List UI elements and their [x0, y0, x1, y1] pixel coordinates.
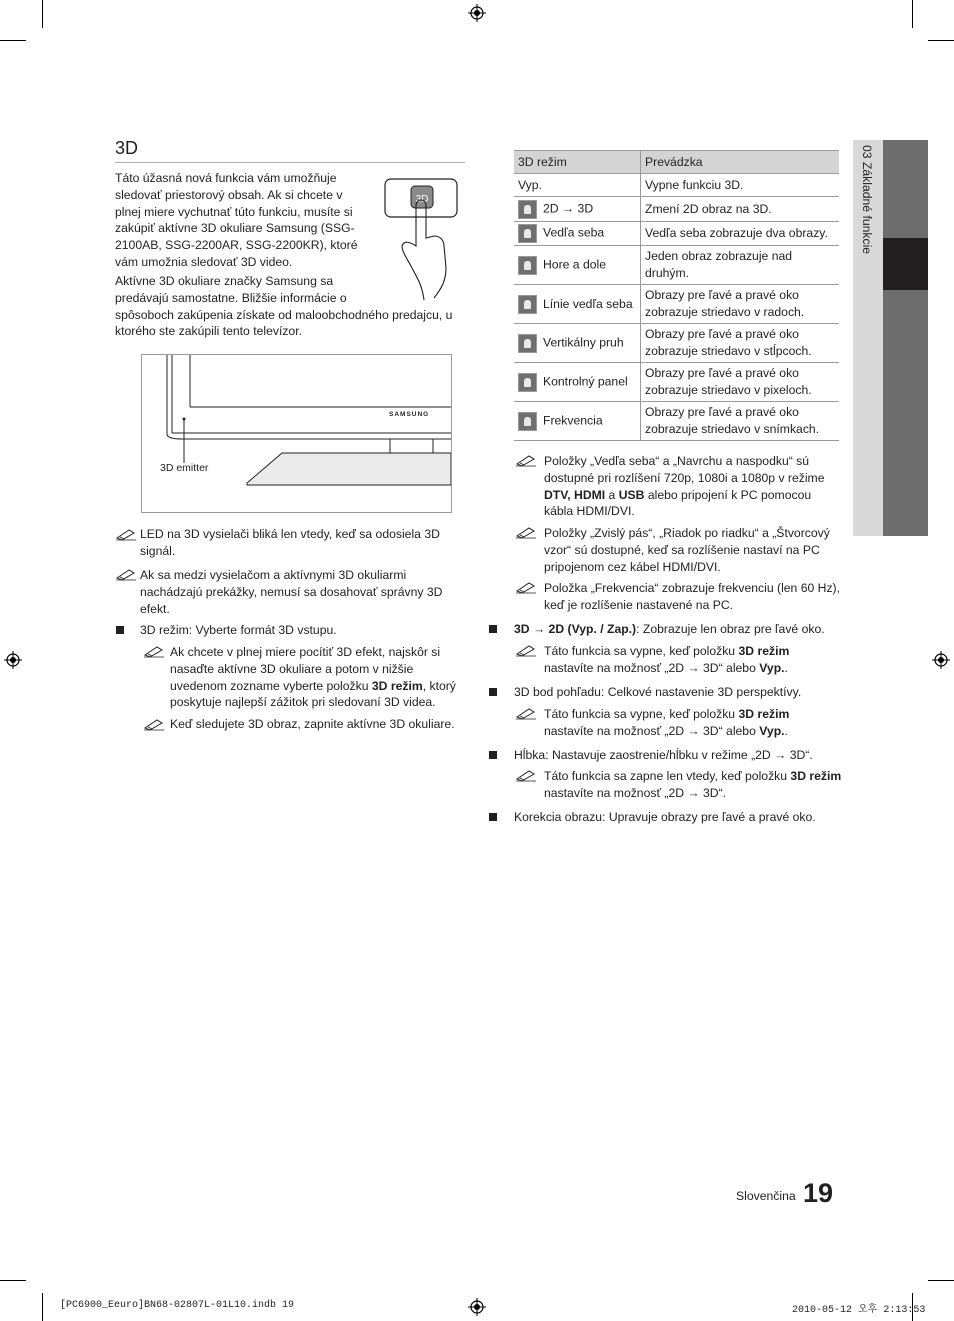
item-label: 3D bod pohľadu: [514, 685, 601, 699]
note-text-part: .: [784, 660, 788, 675]
line-by-line-icon: [518, 295, 537, 314]
table-cell-desc: Vypne funkciu 3D.: [641, 174, 840, 197]
table-cell-desc: Zmení 2D obraz na 3D.: [641, 197, 840, 222]
table-cell-mode: Vedľa seba: [543, 225, 605, 240]
note-icon: [515, 768, 537, 782]
tv-figure: [141, 354, 452, 513]
tv-brand-logo: SAMSUNG: [389, 411, 430, 418]
note-icon: [143, 644, 165, 658]
checker-board-icon: [518, 373, 537, 392]
bullet-icon: [489, 813, 497, 821]
menu-item-depth: [514, 747, 844, 764]
note-text-part: Ak chcete v plnej miere pocítiť 3D efekt, najskôr si nasaďte aktívne 3D okuliare a potom v nižšie uvedenom zozname vyberte položku: [170, 645, 441, 693]
crop-mark: [928, 40, 954, 41]
table-cell-desc: Vedľa seba zobrazuje dva obrazy.: [641, 222, 840, 246]
note-text-bold: 3D režim: [790, 769, 842, 783]
item-desc: : Vyberte formát 3D vstupu.: [188, 623, 337, 637]
table-cell-mode: Línie vedľa seba: [543, 296, 633, 311]
table-cell-desc: Obrazy pre ľavé a pravé oko zobrazuje striedavo v pixeloch.: [641, 363, 840, 402]
note-text: Položka „Frekvencia“ zobrazuje frekvenciu (len 60 Hz), keď je rozlíšenie nastavené na PC.: [544, 581, 841, 612]
page-number: 19: [803, 1178, 834, 1208]
note-text-part: Táto funkcia sa vypne, keď položku: [544, 707, 739, 721]
remote-3d-button-label: 3D: [415, 194, 429, 205]
table-cell-desc: Obrazy pre ľavé a pravé oko zobrazuje striedavo v radoch.: [641, 285, 840, 324]
section-title: 3D: [115, 138, 139, 158]
table-cell-desc: Obrazy pre ľavé a pravé oko zobrazuje striedavo v stĺpcoch.: [641, 324, 840, 363]
item-label: 3D režim: [140, 623, 189, 637]
table-cell-mode: Kontrolný panel: [543, 374, 628, 389]
table-cell-mode: Frekvencia: [543, 413, 603, 428]
note-text: [544, 706, 842, 740]
registration-mark-icon: [468, 1298, 486, 1316]
table-cell-mode: Vertikálny pruh: [543, 335, 624, 350]
note-text-bold: Vyp.: [759, 723, 785, 738]
note-text: Položky „Zvislý pás“, „Riadok po riadku“ a „Štvorcový vzor“ sú dostupné, keď sa rozlíšenie nastaví na PC pripojenom cez kábel HDMI/DVI.: [544, 526, 830, 574]
3d-mode-table: [514, 150, 839, 441]
print-date-info: 2010-05-12 오후 2:13:53: [792, 1305, 926, 1316]
note-text-part: nastavíte na možnosť „2D → 3D“.: [544, 785, 727, 800]
note-text-bold: 3D režim: [738, 644, 790, 658]
chapter-tab-marker: [883, 238, 928, 290]
note-icon: [115, 567, 137, 581]
table-cell-mode: Hore a dole: [543, 257, 607, 272]
note-text: [544, 768, 842, 802]
menu-item-3d-mode: [140, 622, 460, 639]
table-row: [514, 246, 839, 285]
table-header-cell: 3D režim: [514, 151, 641, 174]
table-row: [514, 402, 839, 441]
item-desc: : Nastavuje zaostrenie/hĺbku v režime „2D → 3D“.: [545, 748, 813, 762]
chapter-tab-edge: [883, 140, 928, 536]
crop-mark: [0, 40, 26, 41]
table-row: [514, 363, 839, 402]
print-file-info: [PC6900_Eeuro]BN68-02807L-01L10.indb 19: [60, 1300, 295, 1311]
item-label: Korekcia obrazu: [514, 810, 603, 824]
bullet-icon: [489, 688, 497, 696]
note-text-part: a: [605, 487, 619, 502]
side-by-side-icon: [518, 224, 537, 243]
registration-mark-icon: [468, 4, 486, 22]
menu-item-3d-to-2d: [514, 621, 844, 638]
table-row: [514, 174, 839, 197]
note-icon: [143, 717, 165, 731]
menu-item-3d-viewpoint: [514, 684, 844, 701]
table-header-cell: Prevádzka: [641, 151, 840, 174]
item-desc: : Celkové nastavenie 3D perspektívy.: [600, 685, 802, 699]
vertical-stripe-icon: [518, 334, 537, 353]
table-row: [514, 285, 839, 324]
intro-paragraph-text: Aktívne 3D okuliare značky Samsung sa predávajú samostatne. Bližšie informácie o spôsoboch zakúpenia získate od maloobchodného predajcu, u ktorého ste zakúpili tento televízor.: [115, 274, 453, 339]
item-label: 3D → 2D (Vyp. / Zap.): [514, 622, 637, 636]
bullet-icon: [116, 626, 124, 634]
registration-mark-icon: [4, 651, 22, 669]
note-text-bold: 3D režim: [738, 707, 790, 721]
crop-mark: [928, 1280, 954, 1281]
bullet-icon: [489, 751, 497, 759]
remote-hand-illustration: [382, 176, 464, 304]
table-row: [514, 324, 839, 363]
note-text: LED na 3D vysielači bliká len vtedy, keď sa odosiela 3D signál.: [140, 527, 440, 558]
note-icon: [515, 706, 537, 720]
note-icon: [515, 525, 537, 539]
title-divider: [115, 162, 465, 163]
note-text-part: nastavíte na možnosť „2D → 3D“ alebo: [544, 723, 760, 738]
crop-mark: [42, 1293, 43, 1321]
crop-mark: [0, 1280, 26, 1281]
item-label: Hĺbka: [514, 748, 546, 762]
note-text: Keď sledujete 3D obraz, zapnite aktívne 3D okuliare.: [170, 717, 455, 731]
footer-language: Slovenčina: [736, 1189, 796, 1203]
table-cell-desc: Jeden obraz zobrazuje nad druhým.: [641, 246, 840, 285]
table-cell-mode: Vyp.: [514, 174, 641, 197]
registration-mark-icon: [932, 651, 950, 669]
table-header-row: [514, 151, 839, 174]
note-text: Ak sa medzi vysielačom a aktívnymi 3D okuliarmi nachádzajú prekážky, nemusí sa dosahovať správny 3D efekt.: [140, 568, 443, 616]
item-desc: : Zobrazuje len obraz pre ľavé oko.: [636, 622, 825, 636]
menu-item-picture-correction: [514, 809, 844, 826]
note-text-part: .: [784, 723, 788, 738]
note-icon: [115, 527, 137, 541]
note-text: [170, 644, 465, 711]
2d-3d-icon: [518, 200, 537, 219]
table-row: [514, 197, 839, 222]
emitter-label: 3D emitter: [160, 462, 209, 474]
table-cell-mode: 2D → 3D: [543, 201, 594, 216]
note-text-part: alebo pripojení k PC pomocou kábla HDMI/DVI.: [544, 487, 812, 519]
note-text-part: Táto funkcia sa vypne, keď položku: [544, 644, 739, 658]
chapter-tab-label: 03 Základné funkcie: [860, 145, 874, 255]
note-text-part: nastavíte na možnosť „2D → 3D“ alebo: [544, 660, 760, 675]
note-icon: [515, 453, 537, 467]
note-text-bold: 3D režim: [371, 678, 423, 693]
table-row: [514, 222, 839, 246]
note-text-bold: Vyp.: [759, 660, 785, 675]
note-text-bold: USB: [618, 487, 645, 502]
bullet-icon: [489, 625, 497, 633]
note-icon: [515, 643, 537, 657]
note-icon: [515, 580, 537, 594]
note-text: [544, 453, 842, 520]
crop-mark: [42, 0, 43, 28]
note-text-part: Táto funkcia sa zapne len vtedy, keď položku: [544, 769, 791, 783]
note-text-part: Položky „Vedľa seba“ a „Navrchu a naspodku“ sú dostupné pri rozlíšení 720p, 1080i a 1080p v režime: [544, 454, 825, 485]
note-text: [544, 643, 842, 677]
top-bottom-icon: [518, 256, 537, 275]
table-cell-desc: Obrazy pre ľavé a pravé oko zobrazuje striedavo v snímkach.: [641, 402, 840, 441]
crop-mark: [912, 0, 913, 28]
item-desc: : Upravuje obrazy pre ľavé a pravé oko.: [602, 810, 816, 824]
frequency-icon: [518, 412, 537, 431]
intro-paragraph: Táto úžasná nová funkcia vám umožňuje sledovať priestorový obsah. Ak si chcete v plnej miere vychutnať túto funkciu, musíte si zakúpiť aktívne 3D okuliare Samsung (SSG-2100AB, SSG-2200AR, SSG-2200KR), ktoré vám umožnia sledovať 3D video.: [115, 171, 358, 269]
note-text-bold: DTV, HDMI: [544, 487, 606, 502]
note-text-part: , ktorý poskytuje najlepší zážitok pri sledovaní 3D videa.: [170, 678, 456, 710]
